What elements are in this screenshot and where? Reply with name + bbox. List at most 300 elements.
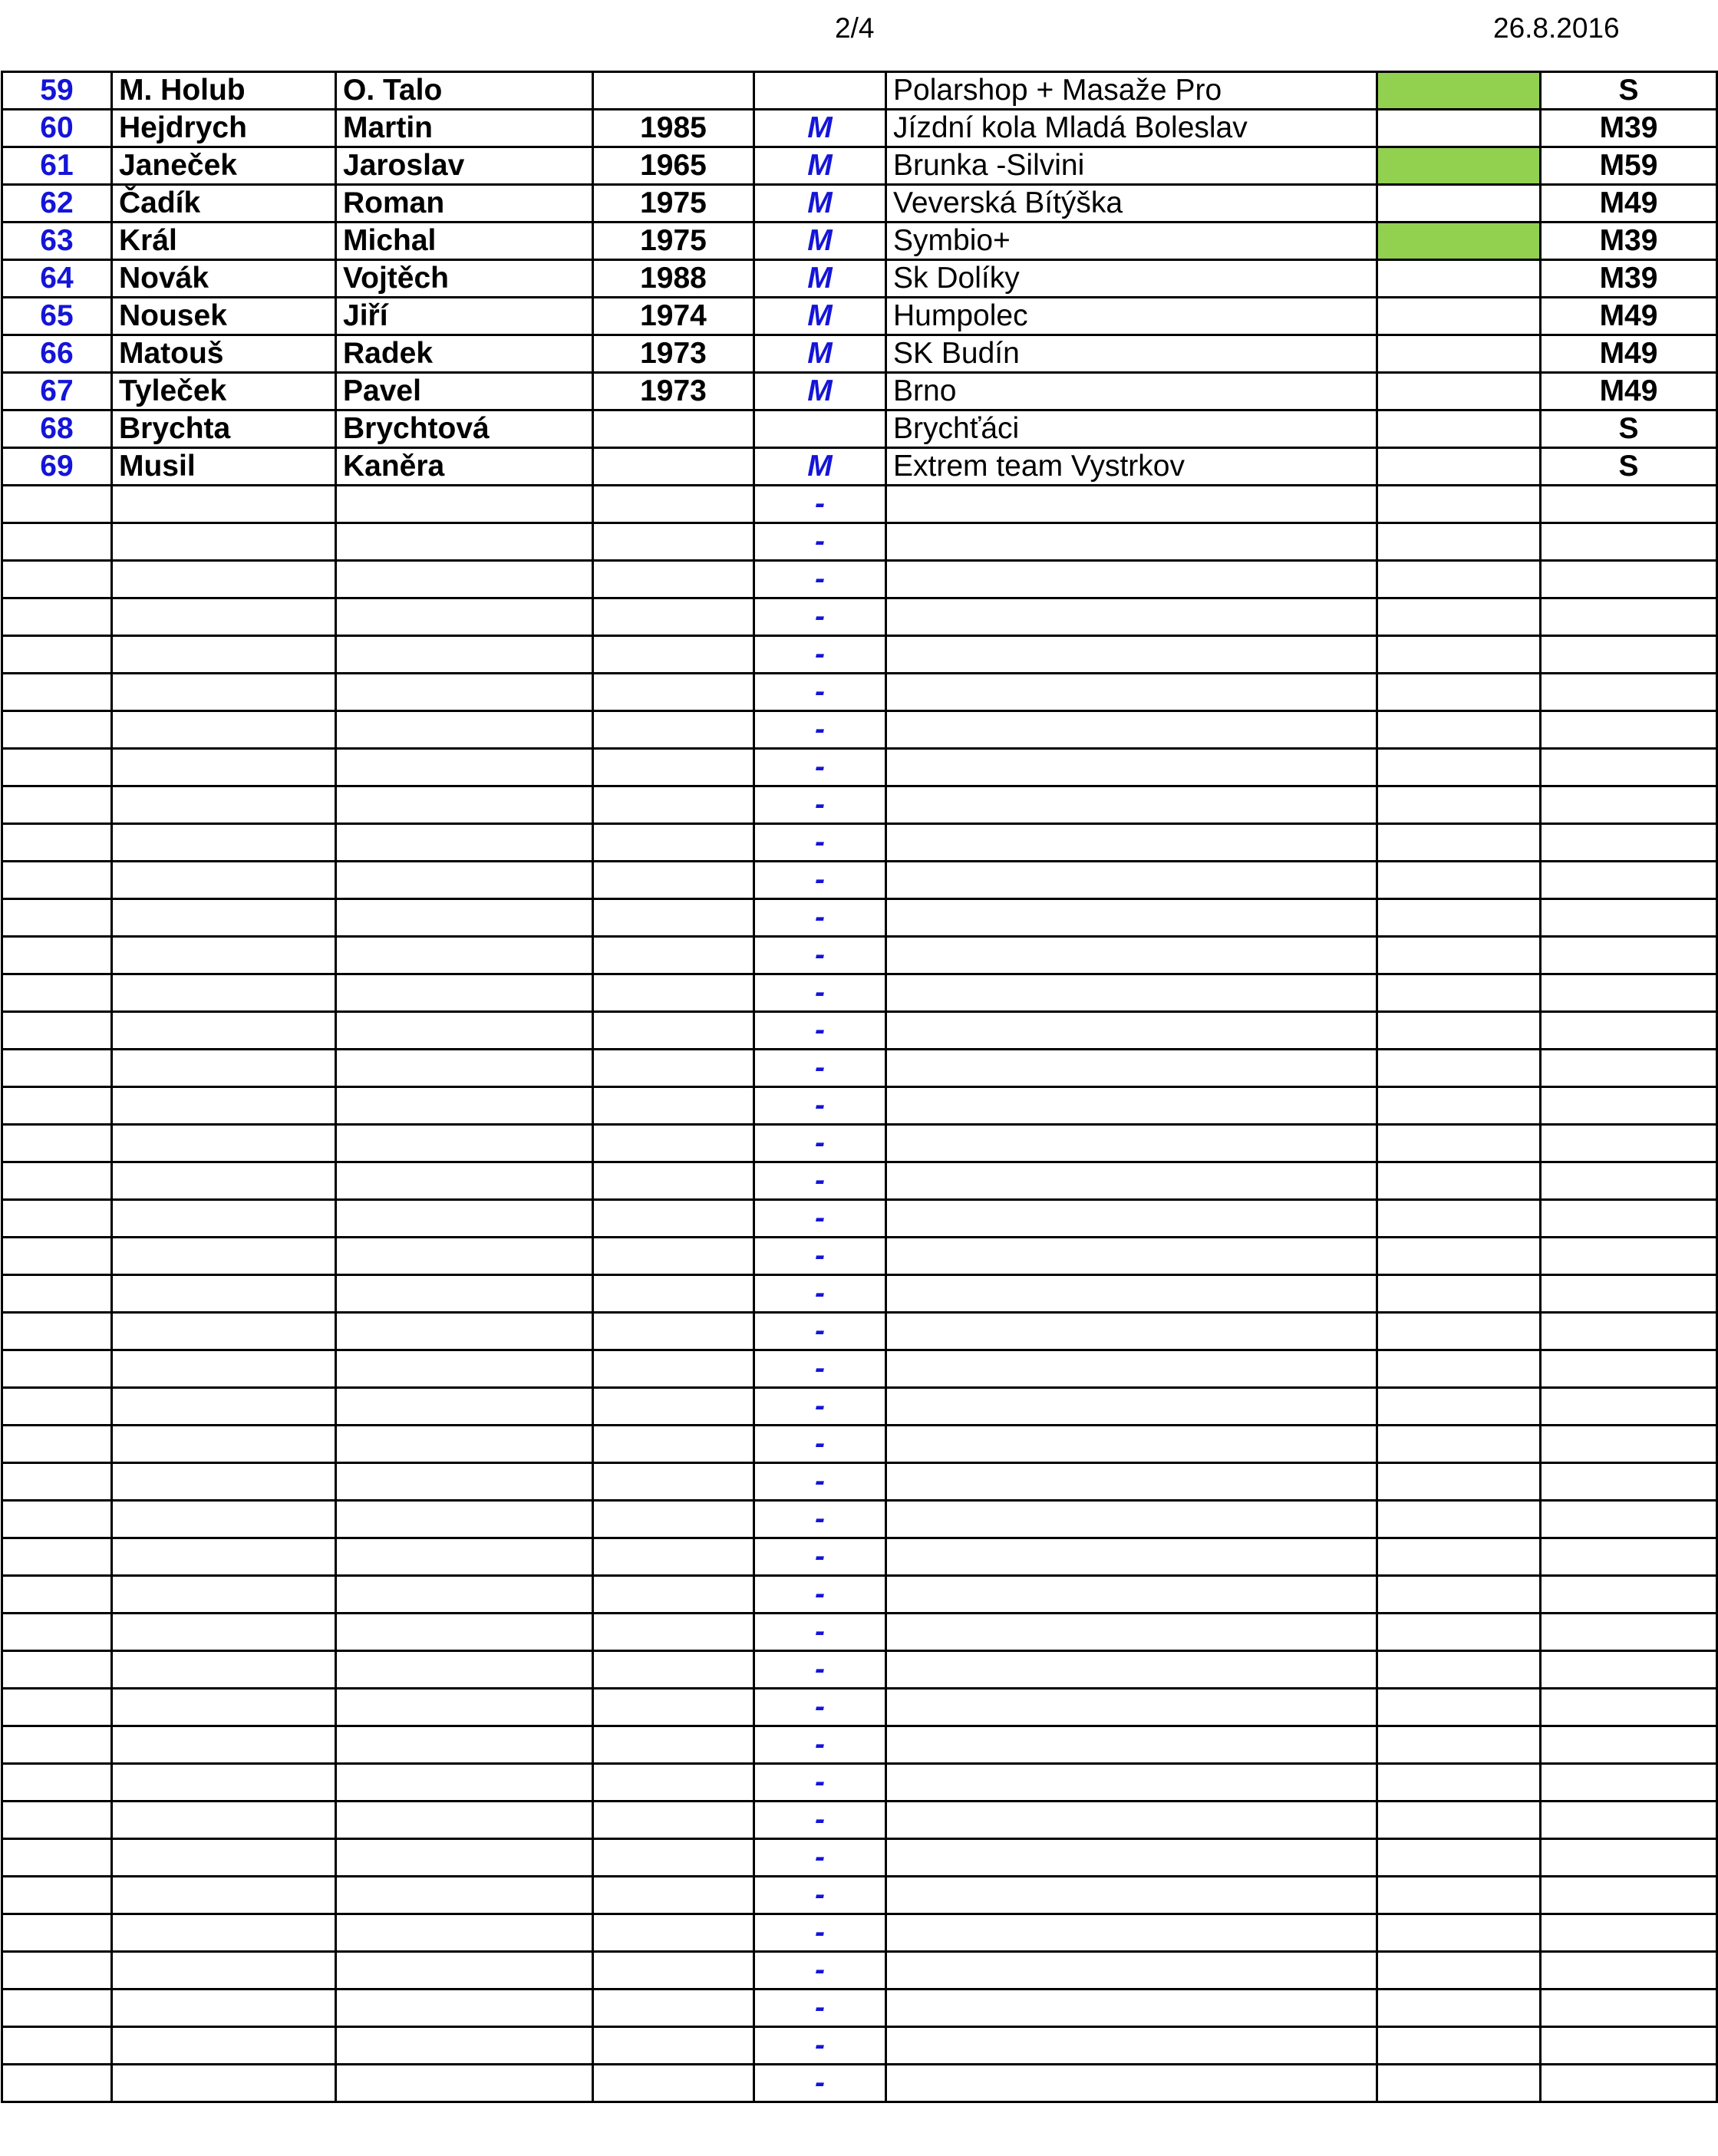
surname-cell [112, 1426, 336, 1463]
paid-status-cell [1377, 1501, 1541, 1538]
table-row [2, 899, 1717, 937]
paid-status-cell [1377, 1839, 1541, 1877]
birth-year-cell [593, 1388, 754, 1426]
table-row [2, 1463, 1717, 1501]
birth-year-cell [593, 1914, 754, 1952]
first-name-cell: Brychtová [336, 410, 593, 448]
club-cell [886, 711, 1377, 749]
gender-cell: - [754, 1463, 886, 1501]
paid-status-cell [1377, 1726, 1541, 1764]
paid-status-cell [1377, 1952, 1541, 1990]
birth-year-cell [593, 72, 754, 110]
birth-year-cell [593, 523, 754, 561]
club-cell: Extrem team Vystrkov [886, 448, 1377, 486]
category-cell [1541, 636, 1717, 674]
table-row [2, 1689, 1717, 1726]
table-row [2, 72, 1717, 110]
table-row [2, 598, 1717, 636]
start-number-cell [2, 1125, 112, 1162]
gender-cell: M [754, 448, 886, 486]
paid-status-cell [1377, 523, 1541, 561]
gender-cell: - [754, 786, 886, 824]
paid-status-cell [1377, 937, 1541, 974]
birth-year-cell [593, 1839, 754, 1877]
paid-status-cell [1377, 1350, 1541, 1388]
surname-cell [112, 598, 336, 636]
paid-status-cell [1377, 824, 1541, 862]
gender-cell: - [754, 1200, 886, 1238]
category-cell [1541, 1839, 1717, 1877]
surname-cell [112, 1990, 336, 2027]
gender-cell: - [754, 1726, 886, 1764]
paid-status-cell [1377, 711, 1541, 749]
birth-year-cell [593, 937, 754, 974]
paid-status-cell [1377, 1087, 1541, 1125]
paid-status-cell [1377, 1877, 1541, 1914]
birth-year-cell [593, 1350, 754, 1388]
start-number-cell [2, 1238, 112, 1275]
category-cell [1541, 862, 1717, 899]
birth-year-cell [593, 1125, 754, 1162]
first-name-cell [336, 1952, 593, 1990]
birth-year-cell [593, 1726, 754, 1764]
paid-status-cell [1377, 1313, 1541, 1350]
start-number-cell [2, 974, 112, 1012]
category-cell: S [1541, 72, 1717, 110]
surname-cell [112, 2065, 336, 2102]
paid-status-cell [1377, 749, 1541, 786]
category-cell [1541, 937, 1717, 974]
first-name-cell [336, 1990, 593, 2027]
start-number-cell [2, 1275, 112, 1313]
first-name-cell: Pavel [336, 373, 593, 410]
club-cell [886, 1764, 1377, 1802]
category-cell [1541, 1087, 1717, 1125]
club-cell [886, 1952, 1377, 1990]
birth-year-cell: 1973 [593, 335, 754, 373]
surname-cell [112, 1914, 336, 1952]
surname-cell [112, 1050, 336, 1087]
start-number-cell [2, 1200, 112, 1238]
gender-cell: M [754, 260, 886, 298]
birth-year-cell [593, 1012, 754, 1050]
gender-cell: - [754, 1087, 886, 1125]
start-number-cell [2, 1426, 112, 1463]
gender-cell: - [754, 824, 886, 862]
club-cell [886, 1087, 1377, 1125]
start-number-cell [2, 1689, 112, 1726]
start-number-cell [2, 1839, 112, 1877]
table-row [2, 1350, 1717, 1388]
start-number-cell [2, 862, 112, 899]
gender-cell: - [754, 674, 886, 711]
start-number-cell [2, 899, 112, 937]
club-cell [886, 1877, 1377, 1914]
paid-status-cell [1377, 486, 1541, 523]
category-cell: M59 [1541, 147, 1717, 185]
surname-cell [112, 862, 336, 899]
gender-cell: - [754, 486, 886, 523]
surname-cell [112, 1614, 336, 1651]
category-cell [1541, 1538, 1717, 1576]
surname-cell [112, 824, 336, 862]
category-cell [1541, 1463, 1717, 1501]
page-number: 2/4 [835, 12, 875, 44]
start-number-cell [2, 786, 112, 824]
category-cell [1541, 1012, 1717, 1050]
first-name-cell [336, 899, 593, 937]
table-row [2, 1087, 1717, 1125]
first-name-cell [336, 674, 593, 711]
birth-year-cell [593, 598, 754, 636]
start-number-cell [2, 1726, 112, 1764]
start-number-cell: 61 [2, 147, 112, 185]
paid-status-cell [1377, 223, 1541, 260]
birth-year-cell [593, 2065, 754, 2102]
club-cell [886, 1463, 1377, 1501]
gender-cell: - [754, 1689, 886, 1726]
start-number-cell [2, 1952, 112, 1990]
table-row [2, 1726, 1717, 1764]
paid-status-cell [1377, 260, 1541, 298]
first-name-cell [336, 486, 593, 523]
surname-cell [112, 636, 336, 674]
table-row [2, 110, 1717, 147]
gender-cell: - [754, 1877, 886, 1914]
birth-year-cell [593, 448, 754, 486]
surname-cell: Tyleček [112, 373, 336, 410]
birth-year-cell [593, 899, 754, 937]
birth-year-cell [593, 749, 754, 786]
table-row [2, 1125, 1717, 1162]
birth-year-cell [593, 1802, 754, 1839]
table-row [2, 1388, 1717, 1426]
gender-cell: - [754, 899, 886, 937]
start-number-cell [2, 598, 112, 636]
first-name-cell: Jaroslav [336, 147, 593, 185]
club-cell: Jízdní kola Mladá Boleslav [886, 110, 1377, 147]
birth-year-cell [593, 1050, 754, 1087]
first-name-cell: Jiří [336, 298, 593, 335]
start-number-cell: 63 [2, 223, 112, 260]
first-name-cell [336, 786, 593, 824]
table-row [2, 1839, 1717, 1877]
club-cell [886, 486, 1377, 523]
surname-cell [112, 1877, 336, 1914]
first-name-cell [336, 1162, 593, 1200]
birth-year-cell [593, 1426, 754, 1463]
start-number-cell [2, 1087, 112, 1125]
surname-cell: Čadík [112, 185, 336, 223]
gender-cell: - [754, 974, 886, 1012]
paid-status-cell [1377, 1614, 1541, 1651]
paid-status-cell [1377, 1050, 1541, 1087]
surname-cell [112, 1839, 336, 1877]
category-cell [1541, 2027, 1717, 2065]
club-cell [886, 937, 1377, 974]
club-cell [886, 1012, 1377, 1050]
surname-cell [112, 1463, 336, 1501]
surname-cell [112, 1501, 336, 1538]
paid-status-cell [1377, 2065, 1541, 2102]
birth-year-cell [593, 824, 754, 862]
table-row [2, 786, 1717, 824]
surname-cell [112, 899, 336, 937]
birth-year-cell [593, 1238, 754, 1275]
birth-year-cell [593, 862, 754, 899]
paid-status-cell [1377, 1200, 1541, 1238]
table-row [2, 223, 1717, 260]
paid-status-cell [1377, 674, 1541, 711]
gender-cell: - [754, 1764, 886, 1802]
club-cell [886, 1238, 1377, 1275]
table-row [2, 335, 1717, 373]
birth-year-cell [593, 1200, 754, 1238]
gender-cell: M [754, 185, 886, 223]
table-row [2, 1426, 1717, 1463]
club-cell [886, 1050, 1377, 1087]
club-cell: Brychťáci [886, 410, 1377, 448]
start-number-cell [2, 1651, 112, 1689]
birth-year-cell [593, 1313, 754, 1350]
first-name-cell: Michal [336, 223, 593, 260]
surname-cell [112, 2027, 336, 2065]
first-name-cell [336, 1877, 593, 1914]
category-cell [1541, 486, 1717, 523]
start-number-cell [2, 1501, 112, 1538]
gender-cell: - [754, 1238, 886, 1275]
gender-cell: - [754, 937, 886, 974]
paid-status-cell [1377, 1576, 1541, 1614]
surname-cell [112, 1162, 336, 1200]
club-cell: Humpolec [886, 298, 1377, 335]
birth-year-cell [593, 786, 754, 824]
club-cell [886, 1839, 1377, 1877]
start-number-cell [2, 711, 112, 749]
club-cell [886, 862, 1377, 899]
first-name-cell [336, 711, 593, 749]
surname-cell [112, 1350, 336, 1388]
category-cell: S [1541, 448, 1717, 486]
first-name-cell [336, 1426, 593, 1463]
start-number-cell [2, 523, 112, 561]
category-cell: M39 [1541, 260, 1717, 298]
table-row [2, 1914, 1717, 1952]
club-cell [886, 2027, 1377, 2065]
birth-year-cell [593, 636, 754, 674]
surname-cell: Brychta [112, 410, 336, 448]
club-cell [886, 1990, 1377, 2027]
surname-cell [112, 1125, 336, 1162]
first-name-cell [336, 1839, 593, 1877]
club-cell [886, 1689, 1377, 1726]
birth-year-cell [593, 1952, 754, 1990]
table-row [2, 1576, 1717, 1614]
table-row [2, 1275, 1717, 1313]
surname-cell: Janeček [112, 147, 336, 185]
category-cell [1541, 1614, 1717, 1651]
category-cell: S [1541, 410, 1717, 448]
category-cell [1541, 1350, 1717, 1388]
gender-cell: - [754, 1576, 886, 1614]
first-name-cell [336, 1125, 593, 1162]
gender-cell: - [754, 598, 886, 636]
category-cell [1541, 1764, 1717, 1802]
birth-year-cell [593, 1162, 754, 1200]
birth-year-cell [593, 1764, 754, 1802]
club-cell: Sk Dolíky [886, 260, 1377, 298]
surname-cell [112, 1764, 336, 1802]
surname-cell [112, 1313, 336, 1350]
birth-year-cell [593, 1651, 754, 1689]
table-row [2, 1877, 1717, 1914]
gender-cell: - [754, 1802, 886, 1839]
first-name-cell [336, 824, 593, 862]
gender-cell: - [754, 1050, 886, 1087]
table-row [2, 1501, 1717, 1538]
first-name-cell [336, 1238, 593, 1275]
paid-status-cell [1377, 1012, 1541, 1050]
gender-cell: M [754, 373, 886, 410]
birth-year-cell [593, 674, 754, 711]
gender-cell [754, 410, 886, 448]
table-row [2, 2065, 1717, 2102]
club-cell [886, 1125, 1377, 1162]
table-row [2, 1313, 1717, 1350]
table-row [2, 147, 1717, 185]
gender-cell: - [754, 1125, 886, 1162]
club-cell [886, 1614, 1377, 1651]
start-number-cell [2, 2065, 112, 2102]
start-number-cell: 66 [2, 335, 112, 373]
category-cell [1541, 598, 1717, 636]
club-cell [886, 1388, 1377, 1426]
birth-year-cell: 1974 [593, 298, 754, 335]
start-number-cell [2, 937, 112, 974]
start-number-cell [2, 486, 112, 523]
table-row [2, 185, 1717, 223]
start-number-cell: 64 [2, 260, 112, 298]
table-row [2, 1200, 1717, 1238]
category-cell [1541, 523, 1717, 561]
gender-cell: - [754, 2027, 886, 2065]
table-row [2, 974, 1717, 1012]
first-name-cell [336, 749, 593, 786]
paid-status-cell [1377, 1426, 1541, 1463]
birth-year-cell [593, 974, 754, 1012]
gender-cell: M [754, 110, 886, 147]
table-row [2, 410, 1717, 448]
category-cell [1541, 1651, 1717, 1689]
club-cell: Polarshop + Masaže Pro [886, 72, 1377, 110]
surname-cell: Novák [112, 260, 336, 298]
club-cell [886, 1350, 1377, 1388]
surname-cell [112, 1802, 336, 1839]
category-cell [1541, 1576, 1717, 1614]
start-number-cell: 60 [2, 110, 112, 147]
category-cell [1541, 786, 1717, 824]
gender-cell: - [754, 636, 886, 674]
category-cell [1541, 824, 1717, 862]
club-cell [886, 749, 1377, 786]
gender-cell: - [754, 1538, 886, 1576]
club-cell [886, 674, 1377, 711]
birth-year-cell: 1975 [593, 223, 754, 260]
start-number-cell: 59 [2, 72, 112, 110]
first-name-cell [336, 1802, 593, 1839]
participants-table-body [2, 72, 1717, 2102]
birth-year-cell [593, 1275, 754, 1313]
paid-status-cell [1377, 448, 1541, 486]
birth-year-cell [593, 1087, 754, 1125]
birth-year-cell [593, 486, 754, 523]
gender-cell: - [754, 711, 886, 749]
start-number-cell: 65 [2, 298, 112, 335]
birth-year-cell [593, 561, 754, 598]
start-number-cell [2, 1388, 112, 1426]
start-number-cell [2, 1877, 112, 1914]
paid-status-cell [1377, 974, 1541, 1012]
start-number-cell [2, 1050, 112, 1087]
first-name-cell [336, 1275, 593, 1313]
paid-status-cell [1377, 1275, 1541, 1313]
gender-cell: - [754, 1501, 886, 1538]
table-row [2, 2027, 1717, 2065]
surname-cell [112, 1388, 336, 1426]
category-cell [1541, 1313, 1717, 1350]
paid-status-cell [1377, 110, 1541, 147]
surname-cell [112, 1275, 336, 1313]
surname-cell [112, 1952, 336, 1990]
category-cell [1541, 1125, 1717, 1162]
category-cell [1541, 1914, 1717, 1952]
category-cell [1541, 1689, 1717, 1726]
paid-status-cell [1377, 1463, 1541, 1501]
surname-cell: Musil [112, 448, 336, 486]
gender-cell: - [754, 1839, 886, 1877]
category-cell: M49 [1541, 335, 1717, 373]
surname-cell: M. Holub [112, 72, 336, 110]
table-row [2, 1050, 1717, 1087]
club-cell: Brunka -Silvini [886, 147, 1377, 185]
category-cell [1541, 1238, 1717, 1275]
paid-status-cell [1377, 1651, 1541, 1689]
birth-year-cell [593, 711, 754, 749]
gender-cell: M [754, 147, 886, 185]
club-cell [886, 1914, 1377, 1952]
first-name-cell: Radek [336, 335, 593, 373]
birth-year-cell [593, 1538, 754, 1576]
gender-cell: M [754, 298, 886, 335]
table-row [2, 1538, 1717, 1576]
table-row [2, 1651, 1717, 1689]
start-number-cell [2, 1802, 112, 1839]
club-cell [886, 598, 1377, 636]
table-row [2, 523, 1717, 561]
first-name-cell: Vojtěch [336, 260, 593, 298]
paid-status-cell [1377, 1388, 1541, 1426]
category-cell: M49 [1541, 298, 1717, 335]
birth-year-cell: 1985 [593, 110, 754, 147]
start-number-cell [2, 1576, 112, 1614]
paid-status-cell [1377, 1689, 1541, 1726]
surname-cell [112, 1651, 336, 1689]
birth-year-cell [593, 1990, 754, 2027]
paid-status-cell [1377, 373, 1541, 410]
first-name-cell [336, 1463, 593, 1501]
surname-cell [112, 1538, 336, 1576]
paid-status-cell [1377, 636, 1541, 674]
